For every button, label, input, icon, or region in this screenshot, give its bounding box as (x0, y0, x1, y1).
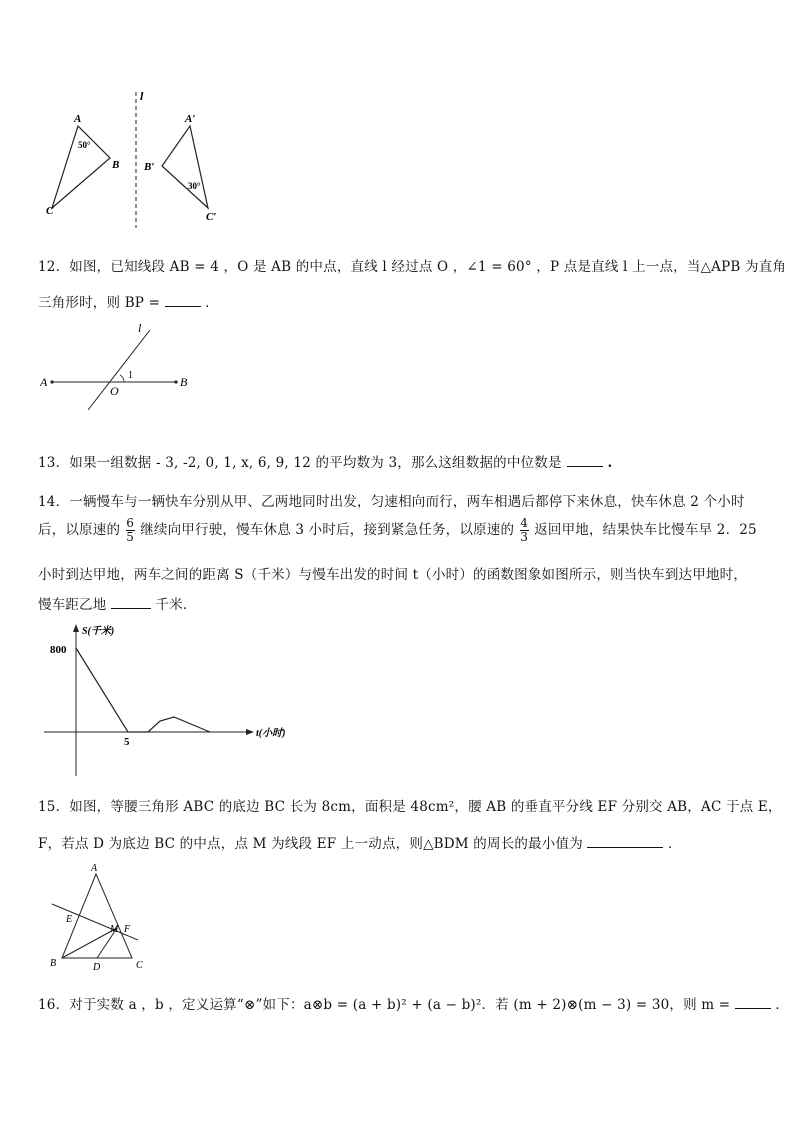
q13-suffix: . (607, 455, 613, 471)
fraction-denominator: 3 (520, 530, 529, 544)
q15-line2-text: F，若点 D 为底边 BC 的中点，点 M 为线段 EF 上一动点，则△BDM 的周长的最小值为 (38, 836, 583, 852)
q15-line1: 15．如图，等腰三角形 ABC 的底边 BC 长为 8cm，面积是 48cm²，腰 AB 的垂直平分线 EF 分别交 AB，AC 于点 E， (38, 799, 782, 815)
q14-line4 (38, 593, 197, 613)
label-O: O (110, 384, 119, 398)
label-angle-30: 30° (188, 181, 201, 191)
q15-line2 (38, 832, 682, 852)
y-tick-800: 800 (50, 644, 67, 656)
label-F: F (124, 924, 131, 935)
q16-line (38, 993, 789, 1013)
q12-line1: 12．如图，已知线段 AB = 4 ，O 是 AB 的中点，直线 l 经过点 O ，∠1 = 60° ，P 点是直线 l 上一点，当△APB 为直角 (38, 259, 787, 275)
segment-bm (62, 928, 117, 958)
distance-curve (76, 648, 210, 732)
triangle-abc (52, 126, 110, 208)
q14-line4-text: 慢车距乙地 (38, 597, 107, 613)
q15-line2-suffix: ． (667, 836, 682, 852)
q14-line2 (38, 517, 757, 544)
angle-1-arc (120, 375, 124, 382)
figure-isosceles-triangle (40, 860, 170, 975)
label-E: E (66, 914, 73, 925)
label-C-prime: C′ (206, 211, 217, 223)
fraction-numerator: 4 (520, 516, 529, 530)
q16-answer-blank[interactable] (735, 994, 771, 1009)
point-a (50, 380, 53, 383)
label-B: B (50, 958, 57, 969)
fraction-6-5 (126, 517, 135, 544)
x-axis-label: t(小时) (256, 728, 286, 739)
label-D: D (93, 962, 101, 973)
label-l: l (140, 89, 144, 103)
triangle-abc (62, 874, 132, 958)
y-axis-arrow (73, 624, 79, 632)
label-angle-50: 50° (78, 140, 91, 150)
q14-line2-b: 继续向甲行驶，慢车休息 3 小时后，接到紧急任务，以原速的 (140, 522, 515, 538)
label-B-prime: B′ (144, 161, 155, 173)
triangle-a2b2c2 (162, 126, 208, 208)
q14-line3: 小时到达甲地，两车之间的距离 S（千米）与慢车出发的时间 t（小时）的函数图象如图所示，则当快车到达甲地时， (38, 567, 748, 583)
label-1: 1 (128, 370, 133, 381)
label-A-prime: A′ (185, 113, 196, 125)
figure-reflection-triangles (40, 86, 240, 234)
figure-line-through-o (40, 322, 200, 412)
q16-suffix: ． (775, 997, 790, 1013)
q14-answer-blank[interactable] (111, 594, 151, 609)
q16-text: 16．对于实数 a ，b ，定义运算“⊗”如下：a⊗b = (a + b)² + (a − b)²．若 (m + 2)⊗(m − 3) = 30，则 m = (38, 997, 731, 1013)
label-A: A (91, 863, 98, 874)
label-C: C (46, 205, 54, 217)
fraction-4-3 (520, 517, 529, 544)
q14-line4-suffix: 千米． (155, 597, 197, 613)
label-B: B (180, 375, 188, 389)
label-M: M (110, 924, 119, 935)
q12-line2-suffix: ． (205, 295, 219, 311)
label-A: A (74, 113, 82, 125)
q13-line (38, 451, 612, 471)
fraction-numerator: 6 (126, 516, 135, 530)
q12-answer-blank[interactable] (165, 292, 201, 307)
q14-line2-c: 返回甲地，结果快车比慢车早 2．25 (534, 522, 757, 538)
y-axis-label: S(千米) (82, 626, 115, 637)
figure-distance-time-graph (40, 620, 300, 780)
x-axis-arrow (246, 729, 254, 735)
q14-line1: 14．一辆慢车与一辆快车分别从甲、乙两地同时出发，匀速相向而行，两车相遇后都停下来休息，快车休息 2 个小时 (38, 494, 745, 510)
line-l (88, 330, 150, 410)
fraction-denominator: 5 (126, 530, 135, 544)
label-A: A (40, 375, 48, 389)
q13-answer-blank[interactable] (567, 452, 603, 467)
x-tick-5: 5 (124, 736, 130, 748)
q14-line2-a: 后，以原速的 (38, 522, 121, 538)
point-b (174, 380, 177, 383)
q12-line2-text: 三角形时，则 BP = (38, 295, 161, 311)
label-B: B (112, 159, 120, 171)
q13-text: 13．如果一组数据 - 3, -2, 0, 1, x, 6, 9, 12 的平均数为 3，那么这组数据的中位数是 (38, 455, 562, 471)
label-C: C (136, 960, 143, 971)
q15-answer-blank[interactable] (587, 833, 663, 848)
q12-line2 (38, 291, 219, 311)
label-l: l (138, 322, 142, 335)
